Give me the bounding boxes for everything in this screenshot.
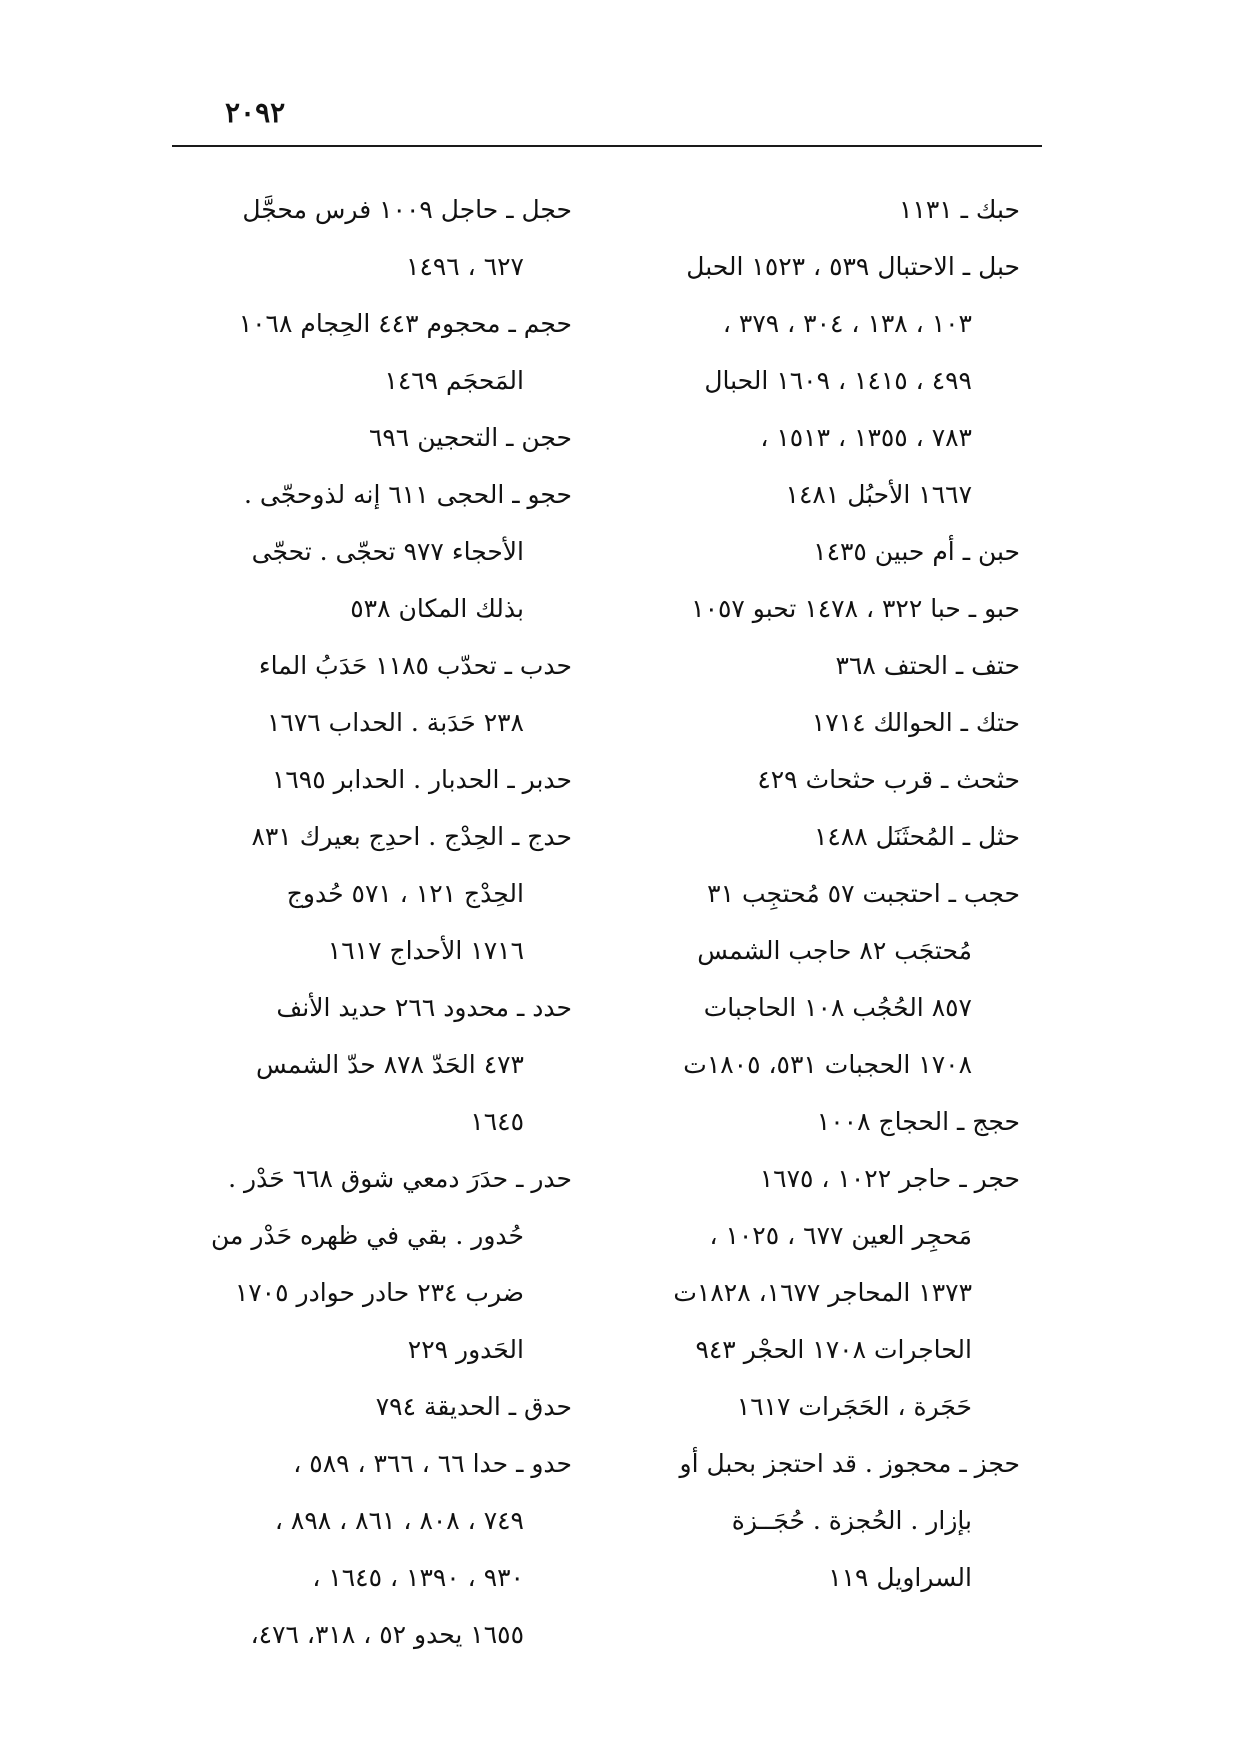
index-entry: حجن ـ التحجين ٦٩٦	[368, 423, 572, 452]
index-entry: حدو ـ حدا ٦٦ ، ٣٦٦ ، ٥٨٩ ،	[293, 1449, 572, 1478]
index-entry: حبن ـ أم حبين ١٤٣٥	[813, 537, 1020, 566]
index-entry-continuation: مَحجِر العين ٦٧٧ ، ١٠٢٥ ،	[709, 1221, 972, 1250]
index-entry-continuation: ١٧٠٨ الحجبات ٥٣١، ١٨٠٥ت	[683, 1050, 972, 1079]
index-entry-continuation: ٨٥٧ الحُجُب ١٠٨ الحاجبات	[703, 993, 972, 1022]
index-entry: حجز ـ محجوز . قد احتجز بحبل أو	[679, 1449, 1020, 1478]
index-entry: حجو ـ الحجى ٦١١ إنه لذوحجّى .	[244, 480, 572, 509]
index-entry-continuation: الأحجاء ٩٧٧ تحجّى . تحجّى	[251, 537, 524, 566]
index-entry: حدبر ـ الحدبار . الحدابر ١٦٩٥	[271, 765, 572, 794]
index-entry-continuation: بإزار . الحُجزة . حُجَــزة	[731, 1506, 972, 1535]
index-entry-continuation: ١٧١٦ الأحداج ١٦١٧	[327, 936, 524, 965]
index-entry: حجج ـ الحجاج ١٠٠٨	[816, 1107, 1020, 1136]
index-entry: حثحث ـ قرب حثحاث ٤٢٩	[757, 765, 1020, 794]
index-entry: حدر ـ حدَرَ دمعي شوق ٦٦٨ حَدْر .	[228, 1164, 572, 1193]
index-entry: حثل ـ المُحثَنَل ١٤٨٨	[814, 822, 1020, 851]
header-rule	[172, 145, 1042, 147]
index-entry-continuation: بذلك المكان ٥٣٨	[350, 594, 524, 623]
index-entry-continuation: ١٣٧٣ المحاجر ١٦٧٧، ١٨٢٨ت	[673, 1278, 972, 1307]
index-entry: حبك ـ ١١٣١	[898, 195, 1020, 224]
index-entry-continuation: الحاجرات ١٧٠٨ الحجْر ٩٤٣	[695, 1335, 972, 1364]
index-entry-continuation: ١٠٣ ، ١٣٨ ، ٣٠٤ ، ٣٧٩ ،	[722, 309, 972, 338]
index-entry-continuation: ١٦٥٥ يحدو ٥٢ ، ٣١٨، ٤٧٦،	[250, 1620, 524, 1649]
index-entry-continuation: السراويل ١١٩	[828, 1563, 972, 1592]
index-entry-continuation: ٧٨٣ ، ١٣٥٥ ، ١٥١٣ ،	[760, 423, 972, 452]
index-entry: حبل ـ الاحتبال ٥٣٩ ، ١٥٢٣ الحبل	[686, 252, 1020, 281]
index-entry: حدق ـ الحديقة ٧٩٤	[375, 1392, 572, 1421]
index-entry: حتف ـ الحتف ٣٦٨	[835, 651, 1020, 680]
index-entry-continuation: ٢٣٨ حَدَبة . الحداب ١٦٧٦	[267, 708, 524, 737]
index-entry: حدج ـ الحِدْج . احدِج بعيرك ٨٣١	[251, 822, 572, 851]
index-entry: حجر ـ حاجر ١٠٢٢ ، ١٦٧٥	[759, 1164, 1020, 1193]
index-entry-continuation: ٩٣٠ ، ١٣٩٠ ، ١٦٤٥ ،	[312, 1563, 524, 1592]
index-entry-continuation: حُدور . بقي في ظهره حَدْر من	[211, 1221, 524, 1250]
index-entry-continuation: المَحجَم ١٤٦٩	[384, 366, 524, 395]
index-entry: حدب ـ تحدّب ١١٨٥ حَدَبُ الماء	[258, 651, 572, 680]
index-entry-continuation: ٤٩٩ ، ١٤١٥ ، ١٦٠٩ الحبال	[704, 366, 972, 395]
index-entry: حدد ـ محدود ٢٦٦ حديد الأنف	[276, 993, 572, 1022]
index-entry-continuation: حَجَرة ، الحَجَرات ١٦١٧	[736, 1392, 972, 1421]
index-entry-continuation: الحِدْج ١٢١ ، ٥٧١ حُدوج	[286, 879, 524, 908]
index-entry-continuation: ٦٢٧ ، ١٤٩٦	[406, 252, 524, 281]
index-entry: حبو ـ حبا ٣٢٢ ، ١٤٧٨ تحبو ١٠٥٧	[691, 594, 1020, 623]
index-entry: حجل ـ حاجل ١٠٠٩ فرس محجَّل	[242, 195, 572, 224]
index-entry: حتك ـ الحوالك ١٧١٤	[811, 708, 1020, 737]
index-entry-continuation: الحَدور ٢٢٩	[407, 1335, 524, 1364]
page-number: ٢٠٩٢	[225, 96, 286, 129]
index-entry-continuation: ١٦٤٥	[470, 1107, 524, 1136]
index-entry-continuation: ١٦٦٧ الأحبُل ١٤٨١	[785, 480, 972, 509]
index-entry: حجم ـ محجوم ٤٤٣ الحِجام ١٠٦٨	[238, 309, 572, 338]
index-entry-continuation: ضرب ٢٣٤ حادر حوادر ١٧٠٥	[234, 1278, 524, 1307]
index-entry: حجب ـ احتجبت ٥٧ مُحتجِب ٣١	[707, 879, 1020, 908]
index-entry-continuation: ٤٧٣ الحَدّ ٨٧٨ حدّ الشمس	[256, 1050, 524, 1079]
index-entry-continuation: ٧٤٩ ، ٨٠٨ ، ٨٦١ ، ٨٩٨ ،	[274, 1506, 524, 1535]
index-column-left	[180, 181, 572, 1663]
index-column-right	[620, 181, 1020, 1606]
index-entry-continuation: مُحتجَب ٨٢ حاجب الشمس	[697, 936, 972, 965]
